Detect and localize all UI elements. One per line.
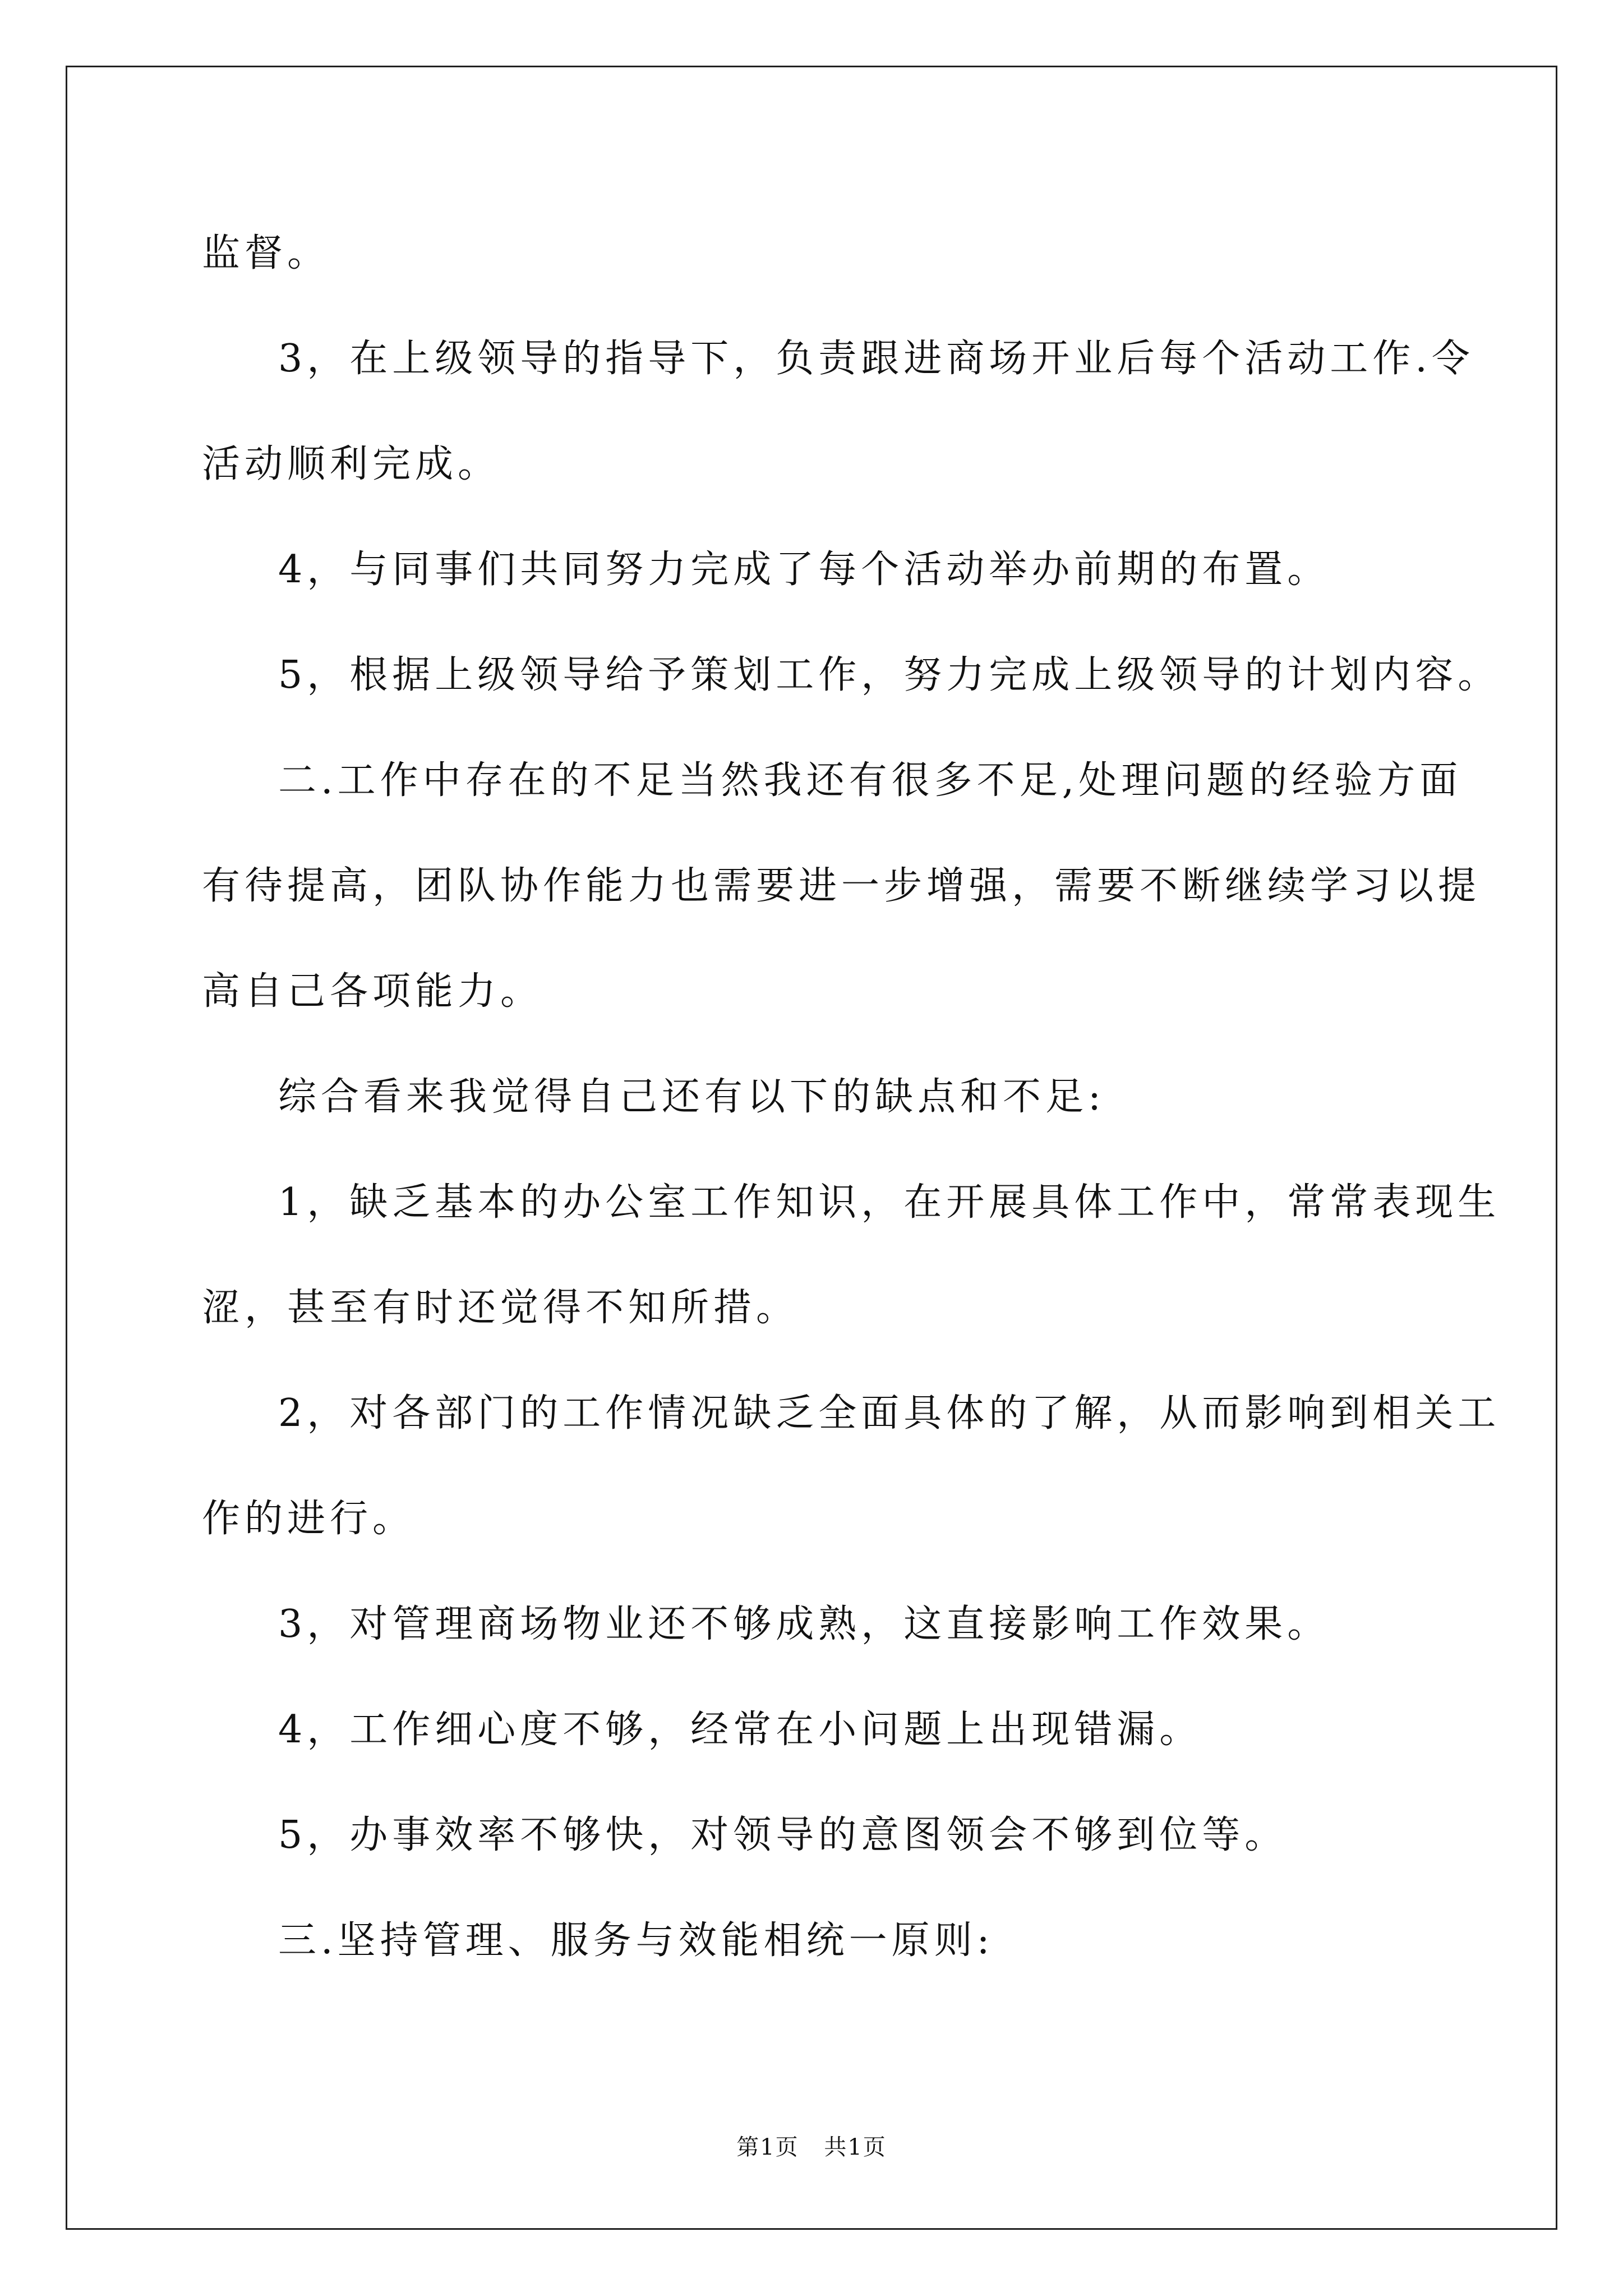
line-4: 4，与同事们共同努力完成了每个活动举办前期的布置。 bbox=[278, 547, 1330, 592]
line-17: 三.坚持管理、服务与效能相统一原则: bbox=[278, 1918, 994, 1963]
line-5: 5，根据上级领导给予策划工作，努力完成上级领导的计划内容。 bbox=[278, 653, 1501, 697]
line-12: 2，对各部门的工作情况缺乏全面具体的了解，从而影响到相关工 bbox=[278, 1391, 1501, 1435]
line-14: 3，对管理商场物业还不够成熟，这直接影响工作效果。 bbox=[278, 1602, 1330, 1646]
line-9: 综合看来我觉得自己还有以下的缺点和不足: bbox=[278, 1075, 1105, 1119]
line-13: 作的进行。 bbox=[202, 1497, 416, 1541]
line-15: 4，工作细心度不够，经常在小问题上出现错漏。 bbox=[278, 1708, 1202, 1752]
line-6: 二.工作中存在的不足当然我还有很多不足,处理问题的经验方面 bbox=[278, 758, 1463, 803]
line-11: 涩，甚至有时还觉得不知所措。 bbox=[202, 1286, 799, 1330]
page-footer: 第1页 共1页 bbox=[736, 2134, 887, 2160]
line-1: 监督。 bbox=[202, 231, 330, 275]
document-body bbox=[202, 201, 1501, 1994]
line-16: 5，办事效率不够快，对领导的意图领会不够到位等。 bbox=[278, 1813, 1288, 1857]
line-2: 3，在上级领导的指导下，负责跟进商场开业后每个活动工作.令 bbox=[278, 337, 1474, 381]
line-8: 高自己各项能力。 bbox=[202, 969, 543, 1014]
line-3: 活动顺利完成。 bbox=[202, 442, 501, 486]
line-7: 有待提高，团队协作能力也需要进一步增强，需要不断继续学习以提 bbox=[202, 864, 1481, 908]
line-10: 1，缺乏基本的办公室工作知识，在开展具体工作中，常常表现生 bbox=[278, 1180, 1501, 1225]
